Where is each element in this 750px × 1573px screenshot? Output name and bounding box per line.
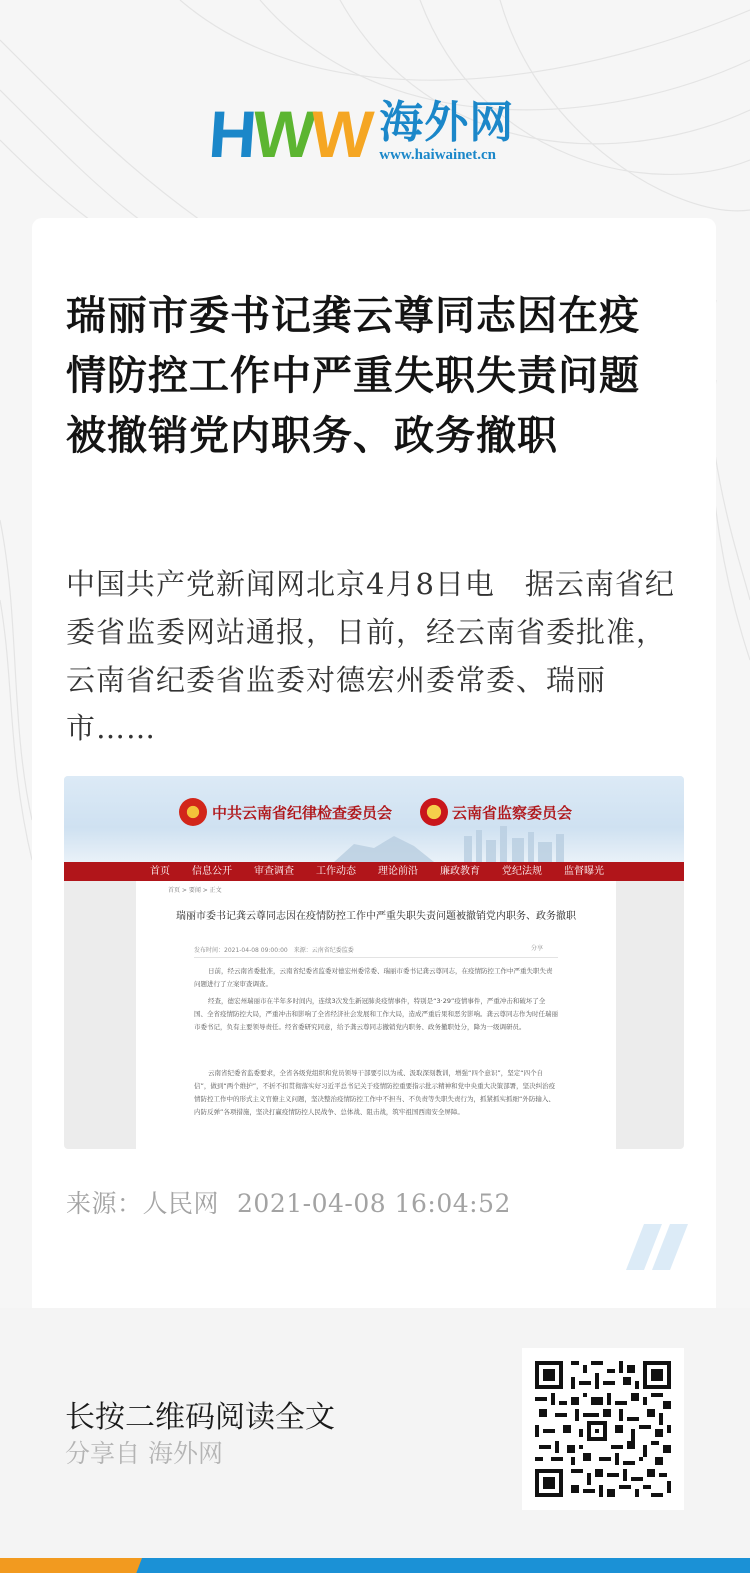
image-paragraph: 经查，德宏州瑞丽市在半年多时间内，连续3次发生新冠肺炎疫情事件，特别是“3·29”疫情事件，严重冲击和破坏了全国、全省疫情防控大局，严重冲击和影响了全省经济社会发展和工作大局，造成严重后果和恶劣影响。龚云尊同志作为时任瑞丽市委书记，负有主要领导责任。经省委研究同意，给予龚云尊同志撤销党内职务、政务撤职处分，降为一级调研员。: [194, 997, 558, 1031]
image-nav-item: 首页: [150, 866, 170, 877]
image-paragraph: 日前，经云南省委批准，云南省纪委省监委对德宏州委常委、瑞丽市委书记龚云尊同志，在疫情防控工作中严重失职失责问题进行了立案审查调查。: [194, 967, 553, 988]
logo-url: www.haiwainet.cn: [379, 147, 496, 163]
image-nav-bar: [64, 862, 684, 881]
image-nav-item: 党纪法规: [502, 866, 542, 877]
bottom-color-bar-accent: [0, 1558, 142, 1573]
org-name-right: 云南省监察委员会: [452, 804, 573, 822]
haiwainet-logo[interactable]: [206, 97, 515, 171]
image-paragraph: 云南省纪委省监委要求，全省各级党组织和党员领导干部要引以为戒、汲取深刻教训，增强“四个意识”，坚定“四个自信”，做到“两个维护”，不折不扣贯彻落实好习近平总书记关于疫情防控重要指示批示精神和党中央重大决策部署，坚决纠治疫情防控工作中的形式主义官僚主义问题，坚决整治疫情防控工作中不担当、不负责等失职失责行为，抓紧抓实抓细“外防输入、内防反弹”各项措施，坚决打赢疫情防控人民战争、总体战、阻击战，筑牢祖国西南安全屏障。: [194, 1069, 556, 1116]
logo-letter-w2: W: [308, 97, 372, 171]
image-article-meta: 发布时间：2021-04-08 09:00:00 来源：云南省纪委监委: [194, 947, 354, 954]
qr-code[interactable]: [522, 1348, 684, 1510]
article-summary: 中国共产党新闻网北京4月8日电 据云南省纪委省监委网站通报，日前，经云南省委批准，云南省纪委省监委对德宏州委常委、瑞丽市……: [66, 567, 675, 745]
quote-decoration-icon: [626, 1224, 688, 1270]
image-breadcrumb: 首页 > 要闻 > 正文: [168, 887, 222, 894]
image-nav-item: 监督曝光: [564, 866, 604, 877]
logo-letter-w1: W: [250, 97, 314, 171]
image-nav-item: 审查调查: [254, 866, 294, 877]
image-share-label: 分享: [531, 945, 544, 952]
image-nav-item: 廉政教育: [440, 866, 480, 877]
article-card[interactable]: [32, 218, 716, 1308]
qr-read-prompt: 长按二维码阅读全文: [65, 1400, 335, 1435]
article-source: 来源：人民网: [66, 1189, 220, 1218]
image-nav-item: 工作动态: [316, 866, 356, 877]
qr-code-icon: [535, 1361, 671, 1497]
article-source-line: [66, 1184, 511, 1220]
image-nav-item: 理论前沿: [378, 866, 418, 877]
image-divider: [194, 957, 558, 958]
shared-from-label: 分享自 海外网: [65, 1439, 223, 1468]
logo-name: 海外网: [379, 97, 515, 148]
national-emblem-icon: [420, 798, 448, 826]
article-headline: 瑞丽市委书记龚云尊同志因在疫情防控工作中严重失职失责问题被撤销党内职务、政务撤职: [66, 292, 640, 459]
party-emblem-icon: [179, 798, 207, 826]
image-article-title: 瑞丽市委书记龚云尊同志因在疫情防控工作中严重失职失责问题被撤销党内职务、政务撤职: [176, 911, 576, 922]
logo-hww-mark: [206, 97, 372, 171]
article-datetime: 2021-04-08 16:04:52: [237, 1189, 511, 1218]
bottom-color-bar: [0, 1558, 750, 1573]
share-footer: [0, 1308, 750, 1558]
org-name-left: 中共云南省纪律检查委员会: [212, 804, 393, 822]
image-nav-item: 信息公开: [192, 866, 232, 877]
skyline-graphic: [314, 822, 614, 862]
image-article-page: [136, 881, 616, 1149]
article-image: [64, 776, 684, 1149]
logo-letter-h: H: [206, 97, 256, 171]
